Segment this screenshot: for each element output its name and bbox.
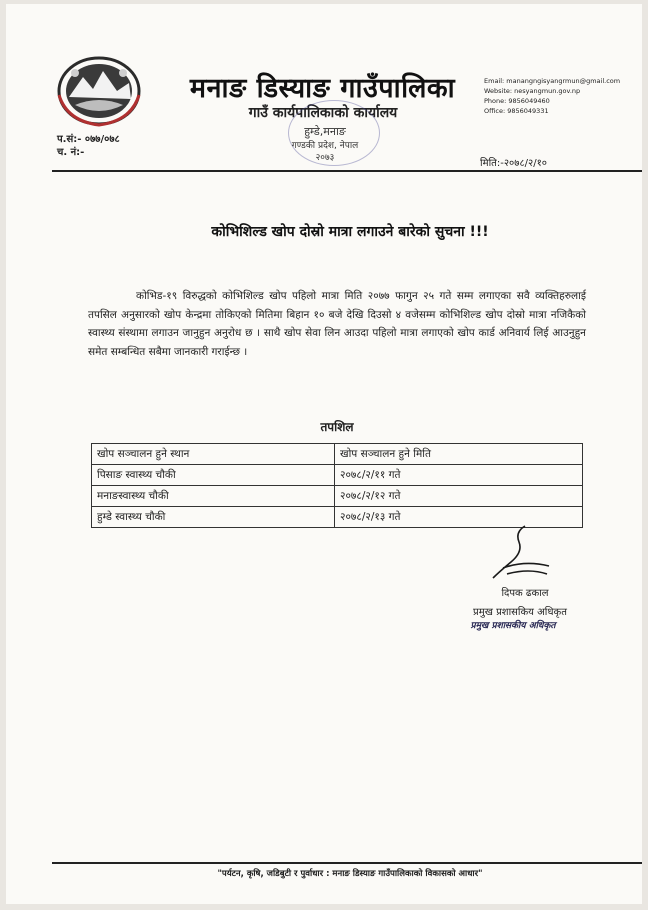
- municipality-title: मनाङ डिस्याङ गाउँपालिका: [189, 73, 456, 104]
- column-header-date: खोप सञ्चालन हुने मिति: [335, 444, 583, 465]
- letter-date: मिति:-२०७८/२/१०: [480, 158, 547, 169]
- office-subtitle: गाउँ कार्यपालिकाको कार्यालय: [248, 105, 398, 121]
- established-year: २०७३: [315, 153, 335, 163]
- signature-mark: [485, 522, 555, 582]
- dispatch-number: च. नं:-: [57, 147, 85, 158]
- province-address: गण्डकी प्रदेश, नेपाल: [291, 141, 359, 151]
- reference-block: [57, 133, 120, 159]
- reference-number: प.सं:- ०७७/०७८: [57, 134, 120, 145]
- contact-website: Website: nesyangmun.gov.np: [484, 87, 581, 95]
- table-cell-location: हुम्डे स्वास्थ्य चौकी: [92, 507, 335, 528]
- designation-stamp: प्रमुख प्रशासकीय अधिकृत: [470, 621, 556, 631]
- signatory-name: दिपक ढकाल: [501, 588, 549, 599]
- footer-slogan: "पर्यटन, कृषि, जडिबुटी र पुर्वाधार : मनाङ डिस्याङ गाउँपालिकाको विकासको आधार": [217, 869, 483, 879]
- contact-phone: Phone: 9856049460: [484, 97, 550, 105]
- notice-title: कोभिशिल्ड खोप दोस्रो मात्रा लगाउने बारेको सुचना !!!: [211, 224, 489, 240]
- contact-office: Office: 9856049331: [484, 107, 549, 115]
- table-cell-location: मनाङस्वास्थ्य चौकी: [92, 486, 335, 507]
- table-heading: तपशिल: [320, 420, 354, 434]
- signatory-designation: प्रमुख प्रशासकिय अधिकृत: [473, 607, 567, 618]
- contact-block: [484, 76, 620, 116]
- vaccination-schedule-table: [91, 443, 583, 528]
- notice-body: कोभिड-१९ विरुद्धको कोभिशिल्ड खोप पहिलो मात्रा मिति २०७७ फागुन २५ गते सम्म लगाएका सवै व्यक्तिहरुलाई तपसिल अनुसारको खोप केन्द्रमा तोकिएको मितिमा बिहान १० बजे देखि दिउसो ४ वजेसम्म कोभिशिल्ड खोप दोस्रो मात्रा नजिकैको स्वास्थ्य संस्थामा लगाउन जानुहुन अनुरोध छ । साथै खोप सेवा लिन आउदा पहिलो मात्रा लगाएको खोप कार्ड अनिवार्य लिई आउनुहुन समेत सम्बन्धित सबैमा जानकारी गराईन्छ ।: [88, 290, 586, 358]
- table-cell-date: २०७८/२/१३ गते: [335, 507, 583, 528]
- contact-email: Email: manangngisyangrmun@gmail.com: [484, 77, 621, 85]
- nepal-emblem-icon: [55, 55, 143, 127]
- header-divider: [52, 170, 642, 172]
- table-cell-location: पिसाङ स्वास्थ्य चौकी: [92, 465, 335, 486]
- footer-divider: [52, 862, 642, 864]
- table-cell-date: २०७८/२/१२ गते: [335, 486, 583, 507]
- column-header-location: खोप सञ्चालन हुने स्थान: [92, 444, 335, 465]
- office-address: हुम्डे,मनाङ: [304, 125, 346, 138]
- table-cell-date: २०७८/२/११ गते: [335, 465, 583, 486]
- table-row: [92, 465, 583, 486]
- table-row: [92, 486, 583, 507]
- table-header-row: [92, 444, 583, 465]
